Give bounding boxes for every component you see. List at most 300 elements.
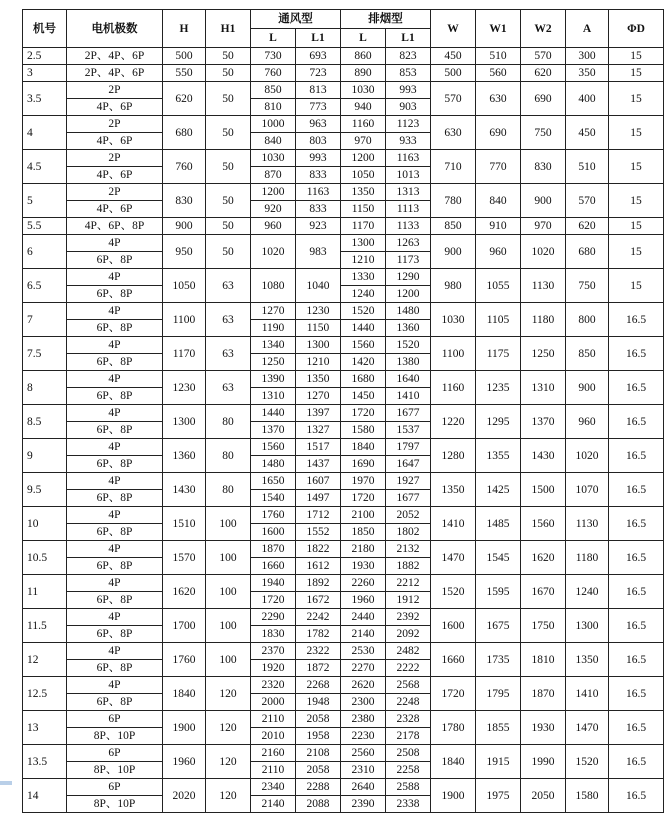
smoke-l1-cell: 933 <box>386 133 431 150</box>
w-cell: 710 <box>431 150 476 184</box>
header-row-1 <box>23 10 664 29</box>
h1-cell: 50 <box>206 48 251 65</box>
vent-l1-cell: 1892 <box>296 575 341 592</box>
table-row <box>23 779 664 796</box>
model-no-cell: 10.5 <box>23 541 67 575</box>
model-no-cell: 14 <box>23 779 67 813</box>
motor-poles-cell: 4P <box>67 575 163 592</box>
motor-poles-cell: 4P、6P <box>67 133 163 150</box>
header-model-no: 机号 <box>23 10 67 48</box>
w-cell: 570 <box>431 82 476 116</box>
motor-poles-cell: 4P、6P <box>67 99 163 116</box>
smoke-l-cell: 2100 <box>341 507 386 524</box>
h1-cell: 50 <box>206 150 251 184</box>
vent-l-cell: 1560 <box>251 439 296 456</box>
smoke-l-cell: 2180 <box>341 541 386 558</box>
vent-l1-cell: 1230 <box>296 303 341 320</box>
h-cell: 1430 <box>163 473 206 507</box>
table-row <box>23 609 664 626</box>
model-no-cell: 8 <box>23 371 67 405</box>
smoke-l1-cell: 1480 <box>386 303 431 320</box>
motor-poles-cell: 4P、6P <box>67 167 163 184</box>
model-no-cell: 4 <box>23 116 67 150</box>
vent-l1-cell: 773 <box>296 99 341 116</box>
w1-cell: 1735 <box>476 643 521 677</box>
vent-l-cell: 810 <box>251 99 296 116</box>
table-body <box>23 10 664 813</box>
header-vent-l1: L1 <box>296 29 341 48</box>
model-no-cell: 8.5 <box>23 405 67 439</box>
smoke-l-cell: 1350 <box>341 184 386 201</box>
w-cell: 1410 <box>431 507 476 541</box>
w1-cell: 960 <box>476 235 521 269</box>
w1-cell: 510 <box>476 48 521 65</box>
header-w: W <box>431 10 476 48</box>
smoke-l1-cell: 1677 <box>386 490 431 507</box>
smoke-l1-cell: 2248 <box>386 694 431 711</box>
smoke-l1-cell: 1410 <box>386 388 431 405</box>
smoke-l1-cell: 1797 <box>386 439 431 456</box>
h-cell: 500 <box>163 48 206 65</box>
header-phi-d: ΦD <box>609 10 664 48</box>
header-vent-l: L <box>251 29 296 48</box>
smoke-l-cell: 1170 <box>341 218 386 235</box>
a-cell: 850 <box>566 337 609 371</box>
h-cell: 550 <box>163 65 206 82</box>
w-cell: 900 <box>431 235 476 269</box>
motor-poles-cell: 6P、8P <box>67 252 163 269</box>
vent-l1-cell: 2058 <box>296 762 341 779</box>
a-cell: 450 <box>566 116 609 150</box>
phi-d-cell: 16.5 <box>609 677 664 711</box>
header-w1: W1 <box>476 10 521 48</box>
phi-d-cell: 16.5 <box>609 439 664 473</box>
vent-l1-cell: 923 <box>296 218 341 235</box>
model-no-cell: 3.5 <box>23 82 67 116</box>
w-cell: 780 <box>431 184 476 218</box>
w2-cell: 1310 <box>521 371 566 405</box>
motor-poles-cell: 6P、8P <box>67 694 163 711</box>
vent-l1-cell: 1948 <box>296 694 341 711</box>
vent-l-cell: 1340 <box>251 337 296 354</box>
h1-cell: 120 <box>206 779 251 813</box>
w1-cell: 1355 <box>476 439 521 473</box>
w-cell: 1600 <box>431 609 476 643</box>
phi-d-cell: 16.5 <box>609 337 664 371</box>
phi-d-cell: 16.5 <box>609 541 664 575</box>
motor-poles-cell: 6P、8P <box>67 660 163 677</box>
model-no-cell: 12.5 <box>23 677 67 711</box>
vent-l1-cell: 1300 <box>296 337 341 354</box>
h-cell: 1300 <box>163 405 206 439</box>
vent-l-cell: 2140 <box>251 796 296 813</box>
w1-cell: 1545 <box>476 541 521 575</box>
motor-poles-cell: 6P、8P <box>67 422 163 439</box>
vent-l-cell: 2370 <box>251 643 296 660</box>
smoke-l1-cell: 2328 <box>386 711 431 728</box>
motor-poles-cell: 6P、8P <box>67 490 163 507</box>
smoke-l-cell: 1720 <box>341 490 386 507</box>
motor-poles-cell: 4P <box>67 269 163 286</box>
w2-cell: 900 <box>521 184 566 218</box>
smoke-l1-cell: 1537 <box>386 422 431 439</box>
phi-d-cell: 15 <box>609 48 664 65</box>
table-row <box>23 575 664 592</box>
motor-poles-cell: 4P <box>67 643 163 660</box>
phi-d-cell: 15 <box>609 269 664 303</box>
w1-cell: 1105 <box>476 303 521 337</box>
vent-l1-cell: 1163 <box>296 184 341 201</box>
smoke-l-cell: 890 <box>341 65 386 82</box>
smoke-l1-cell: 2222 <box>386 660 431 677</box>
w-cell: 1100 <box>431 337 476 371</box>
smoke-l-cell: 2230 <box>341 728 386 745</box>
smoke-l-cell: 1210 <box>341 252 386 269</box>
model-no-cell: 4.5 <box>23 150 67 184</box>
vent-l1-cell: 963 <box>296 116 341 133</box>
vent-l1-cell: 1327 <box>296 422 341 439</box>
motor-poles-cell: 4P、6P、8P <box>67 218 163 235</box>
w2-cell: 1750 <box>521 609 566 643</box>
motor-poles-cell: 2P、4P、6P <box>67 65 163 82</box>
smoke-l-cell: 1580 <box>341 422 386 439</box>
motor-poles-cell: 6P、8P <box>67 558 163 575</box>
smoke-l1-cell: 823 <box>386 48 431 65</box>
table-row <box>23 82 664 99</box>
vent-l1-cell: 1210 <box>296 354 341 371</box>
h-cell: 1960 <box>163 745 206 779</box>
smoke-l-cell: 1840 <box>341 439 386 456</box>
table-row <box>23 269 664 286</box>
h1-cell: 120 <box>206 711 251 745</box>
smoke-l1-cell: 1912 <box>386 592 431 609</box>
phi-d-cell: 16.5 <box>609 643 664 677</box>
motor-poles-cell: 4P <box>67 507 163 524</box>
smoke-l-cell: 1720 <box>341 405 386 422</box>
phi-d-cell: 16.5 <box>609 575 664 609</box>
vent-l1-cell: 1672 <box>296 592 341 609</box>
a-cell: 1070 <box>566 473 609 507</box>
phi-d-cell: 15 <box>609 65 664 82</box>
w2-cell: 1180 <box>521 303 566 337</box>
vent-l-cell: 1250 <box>251 354 296 371</box>
w-cell: 1350 <box>431 473 476 507</box>
w1-cell: 1295 <box>476 405 521 439</box>
w-cell: 980 <box>431 269 476 303</box>
w2-cell: 750 <box>521 116 566 150</box>
w2-cell: 1810 <box>521 643 566 677</box>
h-cell: 830 <box>163 184 206 218</box>
motor-poles-cell: 6P、8P <box>67 456 163 473</box>
h1-cell: 80 <box>206 473 251 507</box>
w1-cell: 1855 <box>476 711 521 745</box>
h-cell: 1230 <box>163 371 206 405</box>
vent-l1-cell: 1150 <box>296 320 341 337</box>
vent-l1-cell: 803 <box>296 133 341 150</box>
phi-d-cell: 16.5 <box>609 779 664 813</box>
smoke-l-cell: 860 <box>341 48 386 65</box>
vent-l-cell: 1370 <box>251 422 296 439</box>
w1-cell: 1175 <box>476 337 521 371</box>
h1-cell: 50 <box>206 116 251 150</box>
smoke-l1-cell: 1380 <box>386 354 431 371</box>
w1-cell: 1675 <box>476 609 521 643</box>
vent-l1-cell: 723 <box>296 65 341 82</box>
vent-l1-cell: 1552 <box>296 524 341 541</box>
vent-l-cell: 1480 <box>251 456 296 473</box>
table-row <box>23 711 664 728</box>
w2-cell: 1870 <box>521 677 566 711</box>
vent-l1-cell: 2268 <box>296 677 341 694</box>
h1-cell: 80 <box>206 439 251 473</box>
w1-cell: 1595 <box>476 575 521 609</box>
motor-poles-cell: 4P <box>67 473 163 490</box>
smoke-l-cell: 1520 <box>341 303 386 320</box>
h-cell: 900 <box>163 218 206 235</box>
vent-l-cell: 2320 <box>251 677 296 694</box>
a-cell: 510 <box>566 150 609 184</box>
w2-cell: 1500 <box>521 473 566 507</box>
vent-l1-cell: 693 <box>296 48 341 65</box>
w-cell: 1520 <box>431 575 476 609</box>
smoke-l1-cell: 993 <box>386 82 431 99</box>
a-cell: 1470 <box>566 711 609 745</box>
vent-l-cell: 840 <box>251 133 296 150</box>
smoke-l-cell: 2530 <box>341 643 386 660</box>
w1-cell: 1795 <box>476 677 521 711</box>
vent-l-cell: 1020 <box>251 235 296 269</box>
vent-l-cell: 2160 <box>251 745 296 762</box>
a-cell: 1580 <box>566 779 609 813</box>
a-cell: 1520 <box>566 745 609 779</box>
h-cell: 1050 <box>163 269 206 303</box>
phi-d-cell: 15 <box>609 150 664 184</box>
h-cell: 1900 <box>163 711 206 745</box>
smoke-l1-cell: 853 <box>386 65 431 82</box>
h-cell: 2020 <box>163 779 206 813</box>
smoke-l-cell: 2310 <box>341 762 386 779</box>
vent-l-cell: 760 <box>251 65 296 82</box>
w1-cell: 1915 <box>476 745 521 779</box>
vent-l-cell: 1080 <box>251 269 296 303</box>
a-cell: 350 <box>566 65 609 82</box>
phi-d-cell: 16.5 <box>609 303 664 337</box>
table-row <box>23 473 664 490</box>
table-row <box>23 235 664 252</box>
smoke-l-cell: 1150 <box>341 201 386 218</box>
h1-cell: 63 <box>206 303 251 337</box>
h-cell: 1570 <box>163 541 206 575</box>
table-row <box>23 745 664 762</box>
motor-poles-cell: 8P、10P <box>67 762 163 779</box>
model-no-cell: 2.5 <box>23 48 67 65</box>
model-no-cell: 13.5 <box>23 745 67 779</box>
vent-l1-cell: 1712 <box>296 507 341 524</box>
header-h: H <box>163 10 206 48</box>
vent-l1-cell: 2322 <box>296 643 341 660</box>
vent-l-cell: 2340 <box>251 779 296 796</box>
a-cell: 1180 <box>566 541 609 575</box>
motor-poles-cell: 4P、6P <box>67 201 163 218</box>
vent-l-cell: 1600 <box>251 524 296 541</box>
vent-l-cell: 1920 <box>251 660 296 677</box>
smoke-l1-cell: 1263 <box>386 235 431 252</box>
header-smoke-l: L <box>341 29 386 48</box>
phi-d-cell: 16.5 <box>609 507 664 541</box>
w2-cell: 1670 <box>521 575 566 609</box>
vent-l-cell: 1650 <box>251 473 296 490</box>
smoke-l-cell: 1440 <box>341 320 386 337</box>
h-cell: 1170 <box>163 337 206 371</box>
phi-d-cell: 16.5 <box>609 609 664 643</box>
vent-l1-cell: 1040 <box>296 269 341 303</box>
smoke-l1-cell: 1677 <box>386 405 431 422</box>
smoke-l1-cell: 1313 <box>386 184 431 201</box>
model-no-cell: 7 <box>23 303 67 337</box>
model-no-cell: 13 <box>23 711 67 745</box>
vent-l-cell: 1200 <box>251 184 296 201</box>
smoke-l1-cell: 1290 <box>386 269 431 286</box>
w2-cell: 2050 <box>521 779 566 813</box>
table-row <box>23 184 664 201</box>
vent-l-cell: 1270 <box>251 303 296 320</box>
smoke-l1-cell: 1173 <box>386 252 431 269</box>
smoke-l1-cell: 2092 <box>386 626 431 643</box>
smoke-l1-cell: 2588 <box>386 779 431 796</box>
w1-cell: 690 <box>476 116 521 150</box>
motor-poles-cell: 6P、8P <box>67 524 163 541</box>
smoke-l1-cell: 2568 <box>386 677 431 694</box>
w1-cell: 910 <box>476 218 521 235</box>
w1-cell: 1485 <box>476 507 521 541</box>
motor-poles-cell: 4P <box>67 405 163 422</box>
vent-l1-cell: 983 <box>296 235 341 269</box>
smoke-l-cell: 1970 <box>341 473 386 490</box>
motor-poles-cell: 4P <box>67 371 163 388</box>
vent-l-cell: 850 <box>251 82 296 99</box>
h1-cell: 50 <box>206 65 251 82</box>
smoke-l-cell: 1420 <box>341 354 386 371</box>
table-row <box>23 507 664 524</box>
a-cell: 570 <box>566 184 609 218</box>
vent-l1-cell: 1437 <box>296 456 341 473</box>
a-cell: 680 <box>566 235 609 269</box>
motor-poles-cell: 2P <box>67 150 163 167</box>
vent-l1-cell: 993 <box>296 150 341 167</box>
vent-l1-cell: 1782 <box>296 626 341 643</box>
smoke-l-cell: 1300 <box>341 235 386 252</box>
smoke-l1-cell: 1013 <box>386 167 431 184</box>
w2-cell: 620 <box>521 65 566 82</box>
smoke-l-cell: 940 <box>341 99 386 116</box>
smoke-l-cell: 1850 <box>341 524 386 541</box>
smoke-l1-cell: 1802 <box>386 524 431 541</box>
w-cell: 1900 <box>431 779 476 813</box>
vent-l-cell: 2000 <box>251 694 296 711</box>
model-no-cell: 9 <box>23 439 67 473</box>
w2-cell: 570 <box>521 48 566 65</box>
w-cell: 1780 <box>431 711 476 745</box>
vent-l-cell: 1870 <box>251 541 296 558</box>
table-row <box>23 116 664 133</box>
w-cell: 1840 <box>431 745 476 779</box>
header-smoke-l1: L1 <box>386 29 431 48</box>
a-cell: 1350 <box>566 643 609 677</box>
a-cell: 620 <box>566 218 609 235</box>
vent-l-cell: 920 <box>251 201 296 218</box>
model-no-cell: 7.5 <box>23 337 67 371</box>
smoke-l-cell: 1930 <box>341 558 386 575</box>
vent-l1-cell: 2288 <box>296 779 341 796</box>
smoke-l1-cell: 1200 <box>386 286 431 303</box>
smoke-l1-cell: 1133 <box>386 218 431 235</box>
smoke-l1-cell: 2132 <box>386 541 431 558</box>
vent-l-cell: 1720 <box>251 592 296 609</box>
smoke-l1-cell: 2052 <box>386 507 431 524</box>
motor-poles-cell: 4P <box>67 609 163 626</box>
table-row <box>23 371 664 388</box>
motor-poles-cell: 8P、10P <box>67 728 163 745</box>
motor-poles-cell: 2P <box>67 184 163 201</box>
h-cell: 760 <box>163 150 206 184</box>
smoke-l1-cell: 1360 <box>386 320 431 337</box>
w2-cell: 1130 <box>521 269 566 303</box>
a-cell: 960 <box>566 405 609 439</box>
smoke-l-cell: 2380 <box>341 711 386 728</box>
header-a: A <box>566 10 609 48</box>
w2-cell: 1370 <box>521 405 566 439</box>
h1-cell: 50 <box>206 184 251 218</box>
model-no-cell: 10 <box>23 507 67 541</box>
a-cell: 750 <box>566 269 609 303</box>
motor-poles-cell: 6P <box>67 745 163 762</box>
w1-cell: 840 <box>476 184 521 218</box>
h-cell: 1100 <box>163 303 206 337</box>
phi-d-cell: 16.5 <box>609 371 664 405</box>
motor-poles-cell: 4P <box>67 235 163 252</box>
vent-l1-cell: 1872 <box>296 660 341 677</box>
w1-cell: 1235 <box>476 371 521 405</box>
vent-l-cell: 1940 <box>251 575 296 592</box>
vent-l1-cell: 1958 <box>296 728 341 745</box>
table-row <box>23 65 664 82</box>
vent-l-cell: 1660 <box>251 558 296 575</box>
motor-poles-cell: 4P <box>67 439 163 456</box>
vent-l-cell: 870 <box>251 167 296 184</box>
motor-poles-cell: 6P <box>67 779 163 796</box>
motor-poles-cell: 6P、8P <box>67 592 163 609</box>
motor-poles-cell: 2P <box>67 82 163 99</box>
w-cell: 1030 <box>431 303 476 337</box>
smoke-l-cell: 1450 <box>341 388 386 405</box>
smoke-l-cell: 2440 <box>341 609 386 626</box>
phi-d-cell: 15 <box>609 116 664 150</box>
w2-cell: 1430 <box>521 439 566 473</box>
phi-d-cell: 15 <box>609 82 664 116</box>
motor-poles-cell: 6P <box>67 711 163 728</box>
smoke-l-cell: 1960 <box>341 592 386 609</box>
h1-cell: 120 <box>206 677 251 711</box>
vent-l-cell: 1440 <box>251 405 296 422</box>
w-cell: 850 <box>431 218 476 235</box>
w-cell: 1280 <box>431 439 476 473</box>
a-cell: 800 <box>566 303 609 337</box>
h-cell: 680 <box>163 116 206 150</box>
header-ventilation-type: 通风型 <box>251 10 341 29</box>
model-no-cell: 3 <box>23 65 67 82</box>
motor-poles-cell: 4P <box>67 677 163 694</box>
header-w2: W2 <box>521 10 566 48</box>
